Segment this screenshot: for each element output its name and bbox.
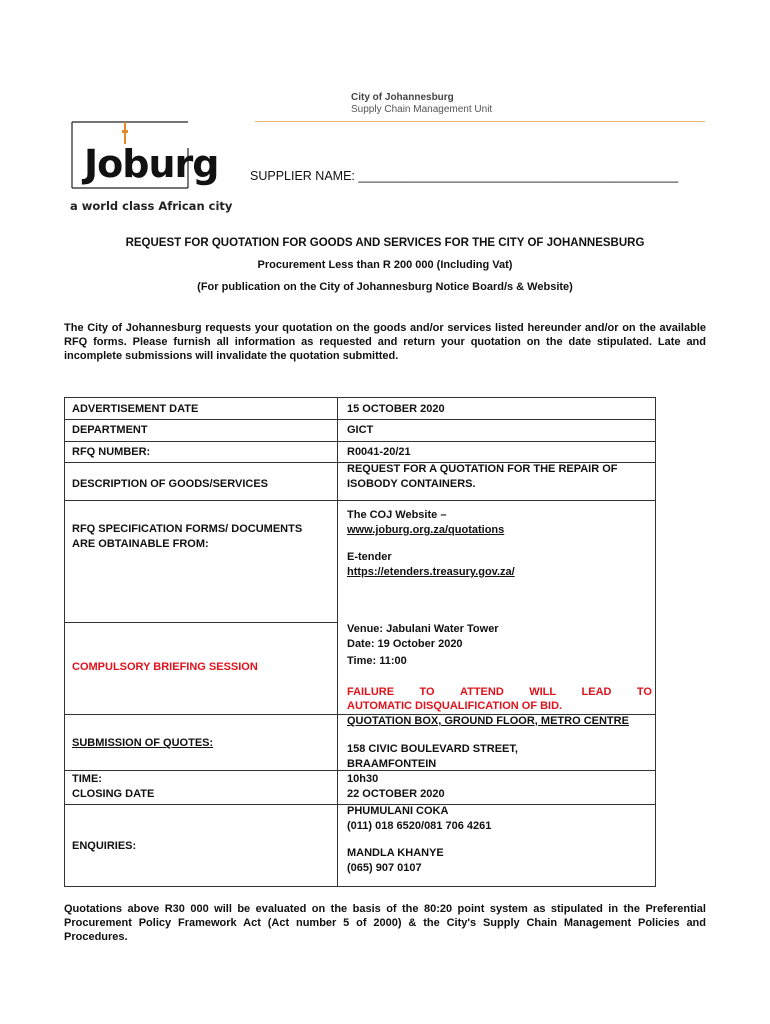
enquiries-name1: PHUMULANI COKA: [347, 805, 449, 817]
submission-label: SUBMISSION OF QUOTES:: [72, 737, 214, 749]
forms-etender-label: E-tender: [347, 551, 392, 563]
document-title: REQUEST FOR QUOTATION FOR GOODS AND SERVICES FOR THE CITY OF JOHANNESBURG: [125, 237, 645, 249]
enquiries-phone1: (011) 018 6520/081 706 4261: [347, 820, 492, 832]
warning-word: FAILURE: [347, 686, 395, 698]
forms-website-link[interactable]: www.joburg.org.za/quotations: [347, 524, 505, 536]
header-divider: [255, 121, 705, 122]
org-name: City of Johannesburg: [351, 92, 454, 103]
evaluation-note: Quotations above R30 000 will be evaluated on the basis of the 80:20 point system as stipulated in the Preferential Procurement Policy Framework Act (Act number 5 of 2000) & the City's Supply Chain Management Policies and Procedures.: [64, 903, 706, 943]
warning-word: LEAD: [581, 686, 612, 698]
description-label: DESCRIPTION OF GOODS/SERVICES: [72, 478, 268, 490]
time-value: 10h30: [347, 773, 379, 785]
briefing-date: Date: 19 October 2020: [347, 638, 463, 650]
forms-label: RFQ SPECIFICATION FORMS/ DOCUMENTS ARE OBTAINABLE FROM:: [72, 523, 303, 550]
org-unit: Supply Chain Management Unit: [351, 104, 493, 115]
joburg-logo: [70, 118, 219, 190]
table-row-divider: [65, 419, 655, 420]
briefing-time: Time: 11:00: [347, 655, 407, 667]
forms-etender-link[interactable]: https://etenders.treasury.gov.za/: [347, 566, 515, 578]
supplier-name-field: SUPPLIER NAME: ______________________________________________: [250, 169, 679, 183]
time-label: TIME:: [72, 773, 102, 785]
department-label: DEPARTMENT: [72, 424, 148, 436]
table-row-divider: [65, 441, 655, 442]
forms-website-label: The COJ Website –: [347, 509, 447, 521]
description-value: REQUEST FOR A QUOTATION FOR THE REPAIR OF ISOBODY CONTAINERS.: [347, 463, 618, 490]
enquiries-label: ENQUIRIES:: [72, 840, 137, 852]
table-column-divider: [337, 398, 338, 886]
table-row-divider: [65, 500, 655, 501]
briefing-venue: Venue: Jabulani Water Tower: [347, 623, 499, 635]
submission-line1: QUOTATION BOX, GROUND FLOOR, METRO CENTRE: [347, 715, 629, 727]
rfq-number-label: RFQ NUMBER:: [72, 446, 151, 458]
advertisement-date-value: 15 OCTOBER 2020: [347, 403, 445, 415]
advertisement-date-label: ADVERTISEMENT DATE: [72, 403, 199, 415]
document-publication-note: (For publication on the City of Johannesburg Notice Board/s & Website): [197, 281, 573, 293]
briefing-label: COMPULSORY BRIEFING SESSION: [72, 661, 258, 673]
enquiries-name2: MANDLA KHANYE: [347, 847, 444, 859]
enquiries-phone2: (065) 907 0107: [347, 862, 422, 874]
rfq-number-value: R0041-20/21: [347, 446, 411, 458]
tower-icon: [120, 122, 130, 144]
department-value: GICT: [347, 424, 374, 436]
briefing-warning-line1: [347, 685, 652, 700]
closing-date-label: CLOSING DATE: [72, 788, 155, 800]
rfq-details-table: [64, 397, 656, 887]
warning-word: TO: [419, 686, 435, 698]
warning-word: ATTEND: [459, 686, 504, 698]
warning-word: WILL: [529, 686, 557, 698]
submission-line2: 158 CIVIC BOULEVARD STREET, BRAAMFONTEIN: [347, 743, 518, 770]
logo-tagline: a world class African city: [70, 199, 233, 213]
warning-word: TO: [636, 686, 652, 698]
logo-text: Joburg: [84, 142, 219, 186]
table-row-divider: [65, 622, 338, 623]
closing-date-value: 22 OCTOBER 2020: [347, 788, 445, 800]
document-subtitle: Procurement Less than R 200 000 (Including Vat): [257, 259, 513, 271]
intro-paragraph: The City of Johannesburg requests your quotation on the goods and/or services listed hereunder and/or on the available RFQ forms. Please furnish all information as requested and return your quotation on the date stipulated. Late and incomplete submissions will invalidate the quotation submitted.: [64, 322, 706, 362]
briefing-warning-line2: AUTOMATIC DISQUALIFICATION OF BID.: [347, 700, 563, 712]
